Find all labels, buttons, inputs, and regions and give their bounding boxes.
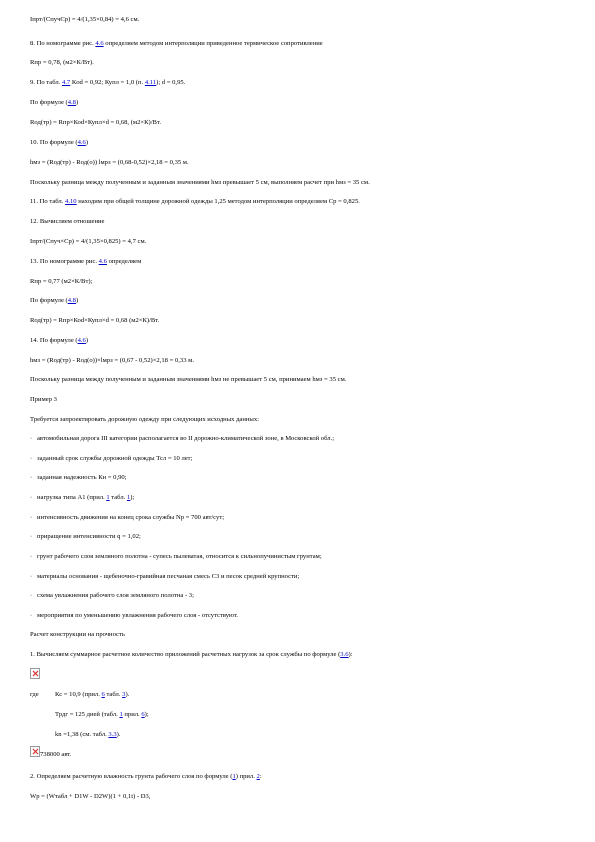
where-label: где xyxy=(30,691,39,698)
text-line: kn =1,38 (см. табл. 3.3). xyxy=(55,731,121,738)
formula-link[interactable]: 4.8 xyxy=(67,99,76,106)
text-line: 2. Определяем расчетную влажность грунта рабочего слоя по формуле (1) прил. 2: xyxy=(30,773,262,780)
text-line: Rпр = 0,77 (м2×К/Вт); xyxy=(30,278,93,285)
broken-image-icon xyxy=(30,668,40,679)
list-item: грунт рабочего слоя земляного полотна - супесь пылеватая, относится к сильнопучинистым грунтам; xyxy=(37,553,322,560)
table-link[interactable]: 1 xyxy=(119,711,123,718)
formula-link[interactable]: 3.6 xyxy=(340,651,349,658)
text-line: hмз = (Rод(тр) - Rод(о)) lмрз = (0,68-0,52)×2,18 = 0,35 м. xyxy=(30,159,189,166)
list-item: материалы основания - щебеночно-гравийная песчаная смесь С3 и песок средней крупности; xyxy=(37,573,300,580)
bullet-marker: · xyxy=(30,533,33,540)
text-line: Требуется запроектировать дорожную одежду при следующих исходных данных: xyxy=(30,416,259,423)
table-link[interactable]: 3.3 xyxy=(108,731,117,738)
section-heading: Расчет конструкции на прочность xyxy=(30,631,125,638)
example-heading: Пример 3 xyxy=(30,396,57,403)
formula-link[interactable]: 4.6 xyxy=(77,139,86,146)
text-line: Iпрт/(СпучСр) = 4/(1,35×0,84) = 4,6 см. xyxy=(30,16,140,23)
text-line: Rпр = 0,78, (м2×К/Вт). xyxy=(30,59,94,66)
text-line: 8. По номограмме рис. 4.6 определяем методом интерполяции приведенное термическое сопротивление xyxy=(30,40,323,47)
table-link[interactable]: 4.10 xyxy=(65,198,77,205)
list-item: мероприятия по уменьшению увлажнения рабочего слоя - отсутствуют. xyxy=(37,612,238,619)
section-link[interactable]: 4.11 xyxy=(144,79,157,86)
figure-link[interactable]: 4.6 xyxy=(95,40,104,47)
table-link[interactable]: 3 xyxy=(122,691,126,698)
text-line: Поскольку разница между полученным и заданным значениями hмз не превышает 5 см, принимаем hмз = 35 см. xyxy=(30,376,347,383)
list-item: автомобильная дорога III категории располагается во II дорожно-климатической зоне, в Московской обл.; xyxy=(37,435,335,442)
formula-link[interactable]: 4.6 xyxy=(77,337,86,344)
text-line: hмз = (Rод(тр) - Rод(о))×lмрз = (0,67 - 0,52)×2,18 = 0,33 м. xyxy=(30,357,194,364)
text-line: 13. По номограмме рис. 4.6 определяем xyxy=(30,258,142,265)
list-item: приращение интенсивности q = 1,02; xyxy=(37,533,141,540)
text-line: 11. По табл. 4.10 находим при общей толщине дорожной одежды 1,25 методом интерполяции определяем Ср = 0,825. xyxy=(30,198,360,205)
bullet-marker: · xyxy=(30,514,33,521)
list-item: нагрузка типа А1 (прил. 1 табл. 1); xyxy=(37,494,135,501)
table-link[interactable]: 1 xyxy=(126,494,131,501)
appendix-link[interactable]: 6 xyxy=(141,711,145,718)
appendix-link[interactable]: 2 xyxy=(256,773,260,780)
text-line: 1. Вычисляем суммарное расчетное количество приложений расчетных нагрузок за срок службы по формуле (3.6): xyxy=(30,651,353,658)
list-item: заданный срок службы дорожной одежды Тсл = 10 лет; xyxy=(37,455,193,462)
formula-link[interactable]: 1 xyxy=(232,773,236,780)
text-line: 12. Вычисляем отношение xyxy=(30,218,105,225)
appendix-link[interactable]: 6 xyxy=(101,691,105,698)
list-item: схема увлажнения рабочего слоя земляного полотна - 3; xyxy=(37,592,194,599)
broken-image-icon xyxy=(30,746,40,757)
text-line: Трдг = 125 дней (табл. 1 прил. 6); xyxy=(55,711,149,718)
bullet-marker: · xyxy=(30,573,33,580)
appendix-link[interactable]: 1 xyxy=(106,494,110,501)
bullet-marker: · xyxy=(30,612,33,619)
text-line: По формуле (4.8) xyxy=(30,99,79,106)
list-item: заданная надежность Кн = 0,90; xyxy=(37,474,127,481)
text-line: Rод(тр) = Rпр×Коd×Купл×d = 0,68 (м2×К)/Вт. xyxy=(30,317,160,324)
text-line: 10. По формуле (4.6) xyxy=(30,139,89,146)
formula-link[interactable]: 4.8 xyxy=(67,297,76,304)
bullet-marker: · xyxy=(30,592,33,599)
text-line: 14. По формуле (4.6) xyxy=(30,337,89,344)
text-line: 9. По табл. 4.7 Кod = 0,92; Купл = 1,0 (п. 4.11); d = 0,95. xyxy=(30,79,186,86)
bullet-marker: · xyxy=(30,474,33,481)
bullet-marker: · xyxy=(30,435,33,442)
bullet-marker: · xyxy=(30,455,33,462)
text-line: Кс = 10,9 (прил. 6 табл. 3). xyxy=(55,691,130,698)
text-line: Iпрт/(Спуч×Ср) = 4/(1,35×0,825) = 4,7 см. xyxy=(30,238,147,245)
table-link[interactable]: 4.7 xyxy=(61,79,71,86)
bullet-marker: · xyxy=(30,494,33,501)
text-line: По формуле (4.8) xyxy=(30,297,79,304)
figure-link[interactable]: 4.6 xyxy=(98,258,107,265)
text-line: Wp = (Wтабл + D1W - D2W)(1 + 0,1t) - D3, xyxy=(30,793,151,800)
text-line: Поскольку разница между полученным и заданным значениями hмз превышает 5 см, выполняем расчет при hмз = 35 см. xyxy=(30,179,370,186)
text-line: Rод(тр) = Rпр×Коd×Купл×d = 0,68, (м2×К)/Вт. xyxy=(30,119,161,126)
text-line: 738000 авт. xyxy=(40,751,72,758)
list-item: интенсивность движения на конец срока службы Np = 700 авт/сут; xyxy=(37,514,225,521)
bullet-marker: · xyxy=(30,553,33,560)
